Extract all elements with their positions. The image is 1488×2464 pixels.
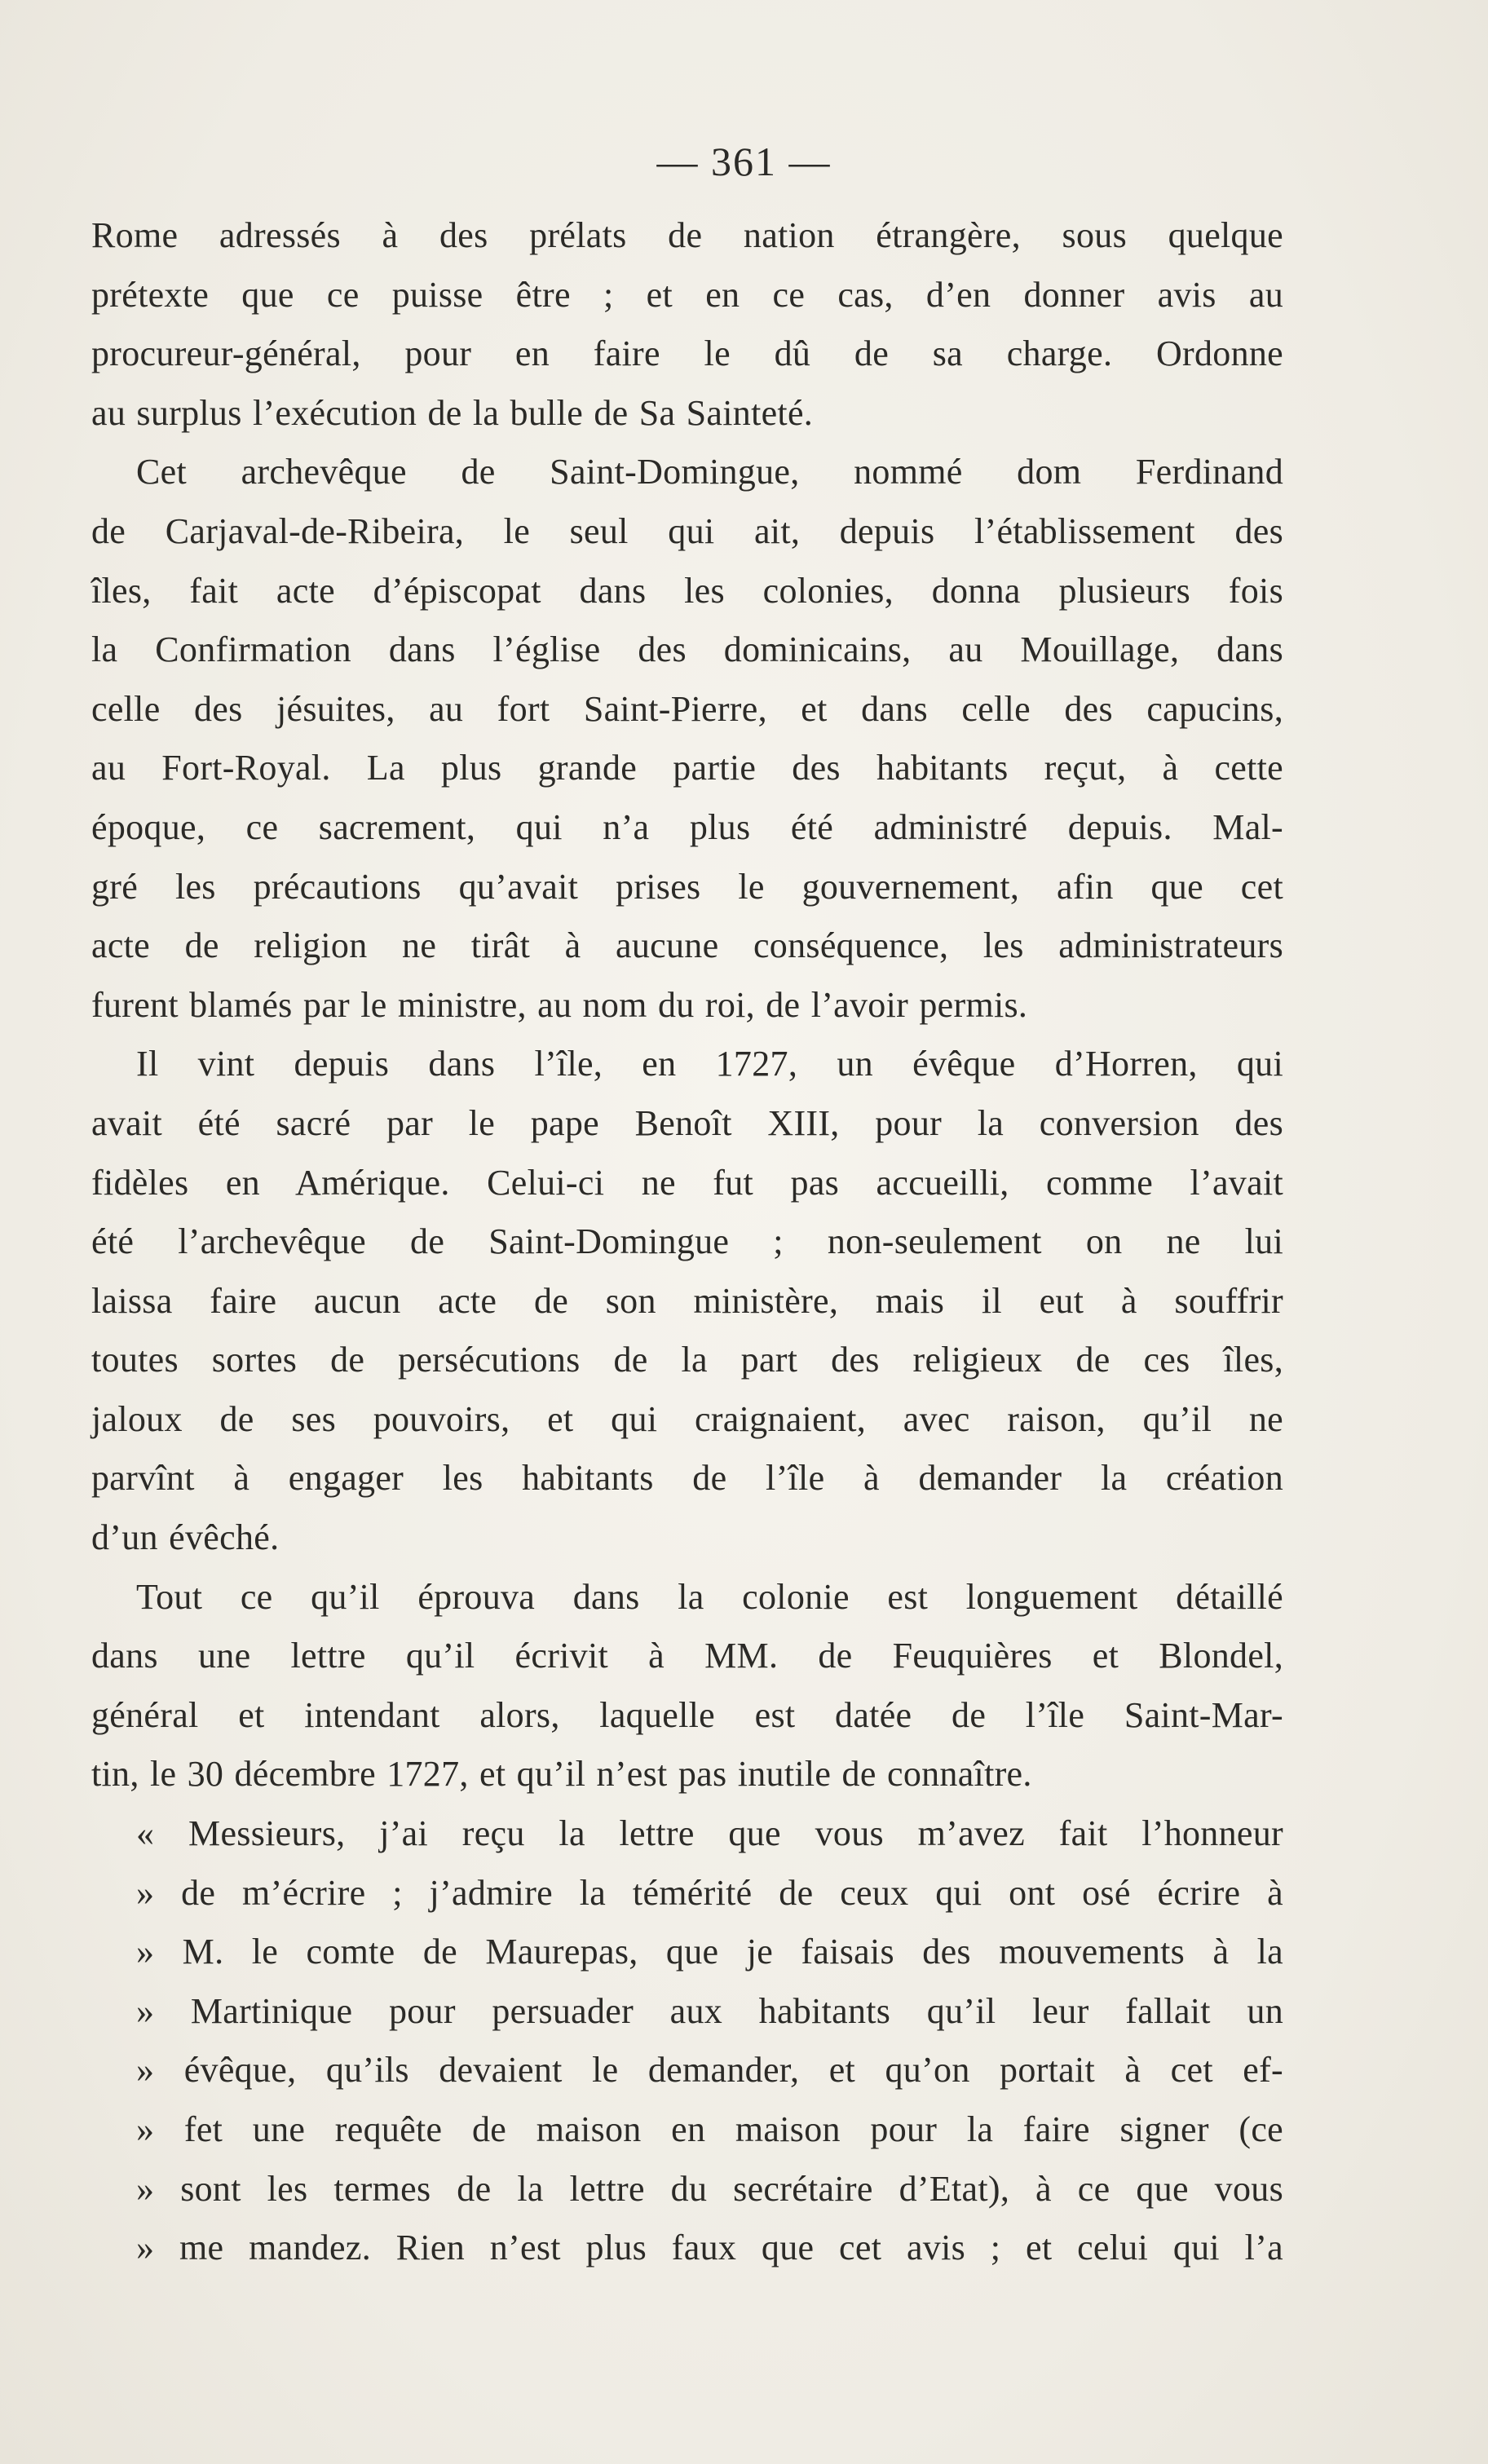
body-text xyxy=(91,206,1283,2278)
text-line: furent blamés par le ministre, au nom du roi, de l’avoir permis. xyxy=(91,984,1028,1025)
text-line: « Messieurs, j’ai reçu la lettre que vous m’avez fait l’honneur xyxy=(136,1813,1283,1854)
text-line: été l’archevêque de Saint-Domingue ; non-seulement on ne lui xyxy=(91,1221,1283,1262)
text-line: Rome adressés à des prélats de nation étrangère, sous quelque xyxy=(91,215,1283,255)
text-line: procureur-général, pour en faire le dû de sa charge. Ordonne xyxy=(91,333,1283,374)
text-line: parvînt à engager les habitants de l’île à demander la création xyxy=(91,1458,1283,1499)
text-line: la Confirmation dans l’église des dominicains, au Mouillage, dans xyxy=(91,629,1283,670)
text-line: celle des jésuites, au fort Saint-Pierre, et dans celle des capucins, xyxy=(91,688,1283,729)
text-line: » sont les termes de la lettre du secrétaire d’Etat), à ce que vous xyxy=(136,2168,1283,2209)
page-number: — 361 — xyxy=(656,139,832,184)
text-line: époque, ce sacrement, qui n’a plus été administré depuis. Mal- xyxy=(91,806,1283,847)
text-line: Cet archevêque de Saint-Domingue, nommé dom Ferdinand xyxy=(136,452,1283,492)
text-line: » évêque, qu’ils devaient le demander, et qu’on portait à cet ef- xyxy=(136,2050,1283,2091)
text-line: » me mandez. Rien n’est plus faux que cet avis ; et celui qui l’a xyxy=(136,2228,1283,2268)
text-line: Tout ce qu’il éprouva dans la colonie est longuement détaillé xyxy=(136,1576,1283,1617)
text-line: jaloux de ses pouvoirs, et qui craignaient, avec raison, qu’il ne xyxy=(91,1398,1283,1439)
text-line: avait été sacré par le pape Benoît XIII, pour la conversion des xyxy=(91,1102,1283,1143)
text-line: toutes sortes de persécutions de la part des religieux de ces îles, xyxy=(91,1340,1283,1380)
text-line: tin, le 30 décembre 1727, et qu’il n’est pas inutile de connaître. xyxy=(91,1754,1032,1795)
text-line: acte de religion ne tirât à aucune conséquence, les administrateurs xyxy=(91,925,1283,966)
text-line: » Martinique pour persuader aux habitants qu’il leur fallait un xyxy=(136,1990,1283,2031)
text-line: fidèles en Amérique. Celui-ci ne fut pas accueilli, comme l’avait xyxy=(91,1162,1283,1203)
text-line: Il vint depuis dans l’île, en 1727, un évêque d’Horren, qui xyxy=(136,1044,1283,1084)
text-line: laissa faire aucun acte de son ministère, mais il eut à souffrir xyxy=(91,1280,1283,1321)
text-line: » fet une requête de maison en maison pour la faire signer (ce xyxy=(136,2109,1283,2149)
text-line: » M. le comte de Maurepas, que je faisais des mouvements à la xyxy=(136,1932,1283,1972)
text-line: îles, fait acte d’épiscopat dans les colonies, donna plusieurs fois xyxy=(91,570,1283,611)
text-line: prétexte que ce puisse être ; et en ce cas, d’en donner avis au xyxy=(91,274,1283,315)
text-line: » de m’écrire ; j’admire la témérité de ceux qui ont osé écrire à xyxy=(136,1872,1283,1913)
text-line: d’un évêché. xyxy=(91,1517,280,1558)
text-line: de Carjaval-de-Ribeira, le seul qui ait, depuis l’établissement des xyxy=(91,510,1283,551)
text-line: général et intendant alors, laquelle est datée de l’île Saint-Mar- xyxy=(91,1694,1283,1735)
text-line: dans une lettre qu’il écrivit à MM. de Feuquières et Blondel, xyxy=(91,1636,1283,1676)
text-line: au Fort-Royal. La plus grande partie des habitants reçut, à cette xyxy=(91,748,1283,788)
text-line: au surplus l’exécution de la bulle de Sa Sainteté. xyxy=(91,392,814,433)
text-line: gré les précautions qu’avait prises le gouvernement, afin que cet xyxy=(91,866,1283,907)
